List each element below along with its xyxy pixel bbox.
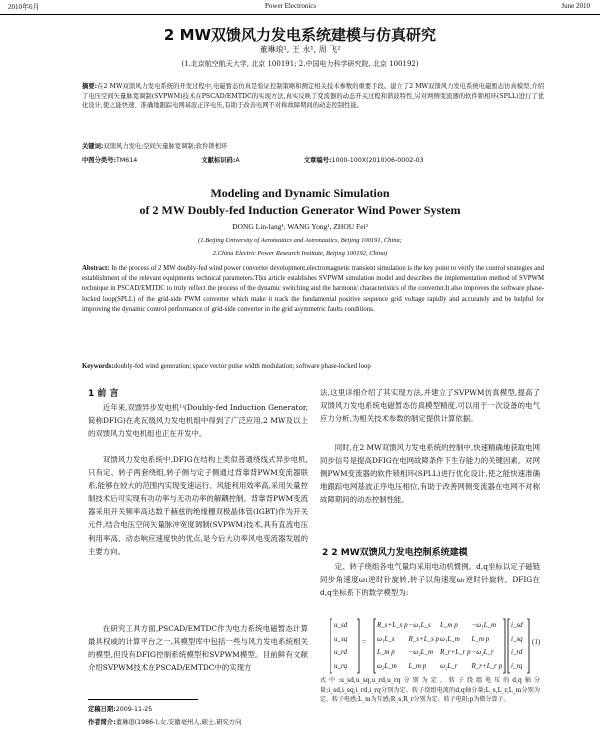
matrix-cell: L_m p bbox=[408, 661, 427, 670]
keywords-en bbox=[82, 362, 544, 372]
matrix-cell: L_m p bbox=[471, 634, 490, 643]
affiliation-en-2: 2.China Electric Power Research Institute, Beijing 100192, China) bbox=[212, 250, 388, 257]
section-1-para-2: 双馈风力发电系统中,DFIG在结构上类似普通绕线式异步电机,只有定、转子两套绕组,转子侧与定子侧通过背靠背PWM变流器联系,能够在较大的范围内实现变速运行。风能利用效率高,采用矢量控制技术后可实现有功功率与无功功率的解耦控制。背靠背PWM变流器采用开关频率高达数千赫兹的绝缘栅双极晶体管(IGBT)作为开关元件,结合电压空间矢量脉冲宽度调制(SVPWM)技术,具有直流电压利用率高、动态响应速度快的优点,是今后大功率风电变流器发展的主要方向。 bbox=[88, 455, 308, 556]
voltage-entry: u_sd bbox=[334, 621, 348, 629]
voltage-entry: u_sq bbox=[334, 634, 348, 643]
doc-label: 文献标识码: bbox=[201, 157, 236, 164]
section-1-para-3: 在研究工具方面,PSCAD/EMTDC作为电力系统电磁暂态计算最具权威的计算平台之一,其模型库中包括一些与风力发电系统相关的模型,但没有DFIG控制系统模型和SVPWM模型。目前鲜有文献介绍SVPWM技术在PSCAD/EMTDC中的实现方 bbox=[88, 624, 308, 673]
current-entry: i_sq bbox=[511, 634, 523, 643]
section-2-para-2: 式中:u_sd,u_sq,u_rd,u_rq分别为定、转子绕组电压的d,q轴分量;i_sd,i_sq,i_rd,i_rq分别为定、转子绕组电流的d,q轴分量;L_s,L_r,L_m分别为定、转子电感;L_m为互感;R_s,R_r分别为定、转子电阻;p为微分算子。 bbox=[320, 677, 540, 703]
footnote-author bbox=[88, 717, 241, 726]
matrix-cell: ω₁L_m bbox=[440, 634, 460, 643]
equation-number: (1) bbox=[532, 638, 541, 646]
authors-en: DONG Lin-lang¹, WANG Yong¹, ZHOU Fei² bbox=[232, 222, 368, 231]
section-1-para-5: 同时,在2 MW双馈风力发电系统的控制中,快速精确地获取电网同步信号是提高DFIG在电网故障条件下生存能力的关键因素。对网侧PWM变流器的软件锁相环(SPLL)进行优化设计,使之能快速准确地跟踪电网基波正序电压相位,有助于改善网侧变流器在电网不对称故障期间的动态控制性能。 bbox=[320, 443, 540, 505]
matrix-row bbox=[377, 660, 503, 674]
matrix-cell: R_s+L_s p bbox=[408, 634, 440, 643]
section-2-para-1: 定、转子绕组各电气量均采用电动机惯例。d,q坐标以定子磁链同步角速度ω₁逆时针旋转,转子以角速度ωᵣ逆时针旋转。DFIG在d,q坐标系下的数学模型为: bbox=[320, 562, 540, 598]
page-title: 2 MW双馈风力发电系统建模与仿真研究 bbox=[163, 26, 437, 44]
matrix-cell: R_r+L_r p bbox=[440, 648, 471, 656]
voltage-entry: u_rd bbox=[334, 648, 347, 656]
article-no-value: 1000-100X(2010)06-0002-03 bbox=[331, 157, 424, 164]
clc-value: TM614 bbox=[116, 157, 138, 164]
current-entry: i_rq bbox=[511, 661, 523, 670]
section-1-heading: 1 前 言 bbox=[88, 389, 119, 399]
voltage-vector bbox=[334, 619, 357, 673]
received-label: 定稿日期: bbox=[88, 706, 116, 713]
matrix-cell: ω₂L_m bbox=[377, 661, 397, 670]
matrix-cell: −ω₁L_m bbox=[471, 621, 497, 629]
keywords-cn-text: 双馈风力发电;空间矢量脉宽调制;软件锁相环 bbox=[103, 143, 228, 150]
equation-1 bbox=[330, 618, 545, 674]
footnote-rule bbox=[88, 699, 198, 700]
section-1-para-1: 近年来,双馈异步发电机¹⁾(Doubly-fed Induction Generator,简称DFIG)在兆瓦级风力发电机组中得到了广泛应用,2 MW及以上的双馈风力发电机组也正在开发中。 bbox=[88, 403, 308, 439]
matrix-cell: −ω₂L_r bbox=[471, 648, 494, 656]
section-1-para-4: 法,这里详细介绍了其实现方法,并建立了SVPWM仿真模型,提高了双馈风力发电系统电磁暂态仿真模型精度,可以用于一次设备的电气应力分析,为相关技术参数的制定提供计算依据。 bbox=[320, 388, 540, 424]
section-2-heading: 2 2 MW双馈风力发电控制系统建模 bbox=[322, 548, 468, 558]
matrix-row bbox=[377, 619, 503, 633]
abstract-en-text: In the process of 2 MW doubly-fed wind power converter development,electromagnetic transient simulation is the key point to verify the control strategies and establishment of the relevant equipments technical parameters.This article establishes SVPWM simulation model and describes the implementation method of SVPWM technique in PSCAD/EMTDC to truly reflect the process of the dynamic switching and the harmonic characteristics of the converter.It also improves the software phase-locked loop(SPLL) of the grid-side PWM converter which make it track the fundamental positive sequence grid voltage rapidly and accurately and be helpful for improving the dynamic control performance of grid-side converter in the grid asymmetric faults conditions. bbox=[82, 265, 544, 313]
affiliation-cn: (1.北京航空航天大学, 北京 100191; 2.中国电力科学研究院, 北京 100192) bbox=[181, 60, 419, 68]
abstract-cn bbox=[82, 82, 544, 111]
received-date: 2009-11-25 bbox=[115, 706, 153, 713]
article-no-label: 文章编号: bbox=[303, 157, 332, 164]
voltage-entry: u_rq bbox=[334, 661, 347, 670]
matrix-cell: ω₂L_r bbox=[440, 661, 458, 670]
title-en-line-1: Modeling and Dynamic Simulation bbox=[210, 186, 390, 200]
matrix-cell: R_r+L_r p bbox=[471, 661, 503, 670]
authors-cn: 董琳琅¹, 王 永¹, 周 飞² bbox=[259, 45, 341, 54]
keywords-en-label: Keywords: bbox=[82, 363, 114, 370]
equals-sign: = bbox=[362, 638, 366, 646]
matrix-cell: L_m p bbox=[440, 621, 458, 629]
author-bio-label: 作者简介: bbox=[88, 719, 116, 726]
matrix-cell: R_s+L_s p bbox=[377, 621, 408, 629]
abstract-cn-label: 摘要: bbox=[82, 83, 98, 90]
current-entry: i_rd bbox=[511, 648, 523, 656]
abstract-cn-text: 在2 MW双馈风力发电系统的开发过程中,电磁暂态仿真是验证控制策略和测定相关技术参数的重要手段。建立了2 MW双馈风力发电系统电磁暂态仿真模型,介绍了电压空间矢量脉宽调制(SVPWM)技术在PSCAD/EMTDC的实现方法,真实反映了变流器的动态开关过程和谐波特性,另对网侧变流器的软件锁相环(SPLL)进行了优化设计,使之能快速、准确地跟踪电网基波正序电压,有助于改善电网不对称故障期间的动态控制性能。 bbox=[82, 83, 544, 110]
header-issue: June 2010 bbox=[561, 2, 590, 10]
matrix-cell: −ω₁L_s bbox=[408, 621, 431, 629]
classification-line bbox=[82, 155, 544, 164]
clc-label: 中图分类号: bbox=[82, 157, 117, 164]
keywords-cn-label: 关键词: bbox=[82, 143, 104, 150]
header-date: 2010年6月 bbox=[8, 3, 40, 11]
affiliation-en-1: (1.Beijing University of Aeronautics and Astronautics, Beijing 100191, China; bbox=[198, 237, 402, 244]
abstract-en bbox=[82, 264, 544, 315]
keywords-en-text: doubly-fed wind generation; space vector pulse width modulation; software phase-locked loop bbox=[113, 363, 371, 370]
author-bio: 董琳琅(1986-),女,安徽亳州人,硕士,研究方向 bbox=[115, 719, 242, 726]
running-header bbox=[0, 0, 600, 15]
abstract-en-label: Abstract: bbox=[82, 265, 110, 272]
impedance-matrix bbox=[377, 619, 503, 673]
current-vector bbox=[511, 619, 527, 673]
current-entry: i_sd bbox=[511, 621, 523, 629]
title-en-line-2: of 2 MW Doubly-fed Induction Generator Wind Power System bbox=[139, 203, 461, 217]
matrix-cell: L_m p bbox=[377, 648, 395, 656]
matrix-row bbox=[377, 633, 503, 647]
keywords-cn bbox=[82, 142, 544, 152]
doc-value: A bbox=[235, 157, 240, 164]
matrix-row bbox=[377, 646, 503, 660]
footnote-received bbox=[88, 704, 152, 713]
matrix-cell: ω₁L_s bbox=[377, 634, 395, 643]
journal-name: Power Electronics bbox=[265, 2, 317, 10]
matrix-cell: −ω₂L_m bbox=[408, 648, 434, 656]
